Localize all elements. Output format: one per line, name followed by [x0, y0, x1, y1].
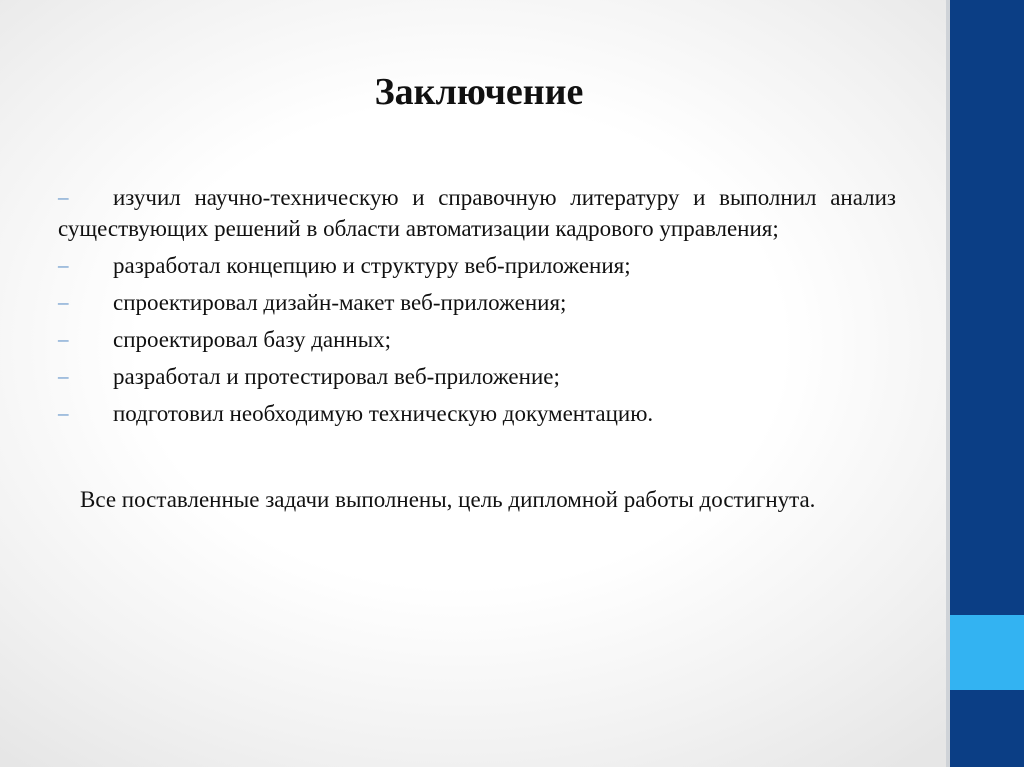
list-item	[58, 287, 896, 318]
list-item	[58, 361, 896, 392]
dash-bullet-icon: –	[58, 290, 69, 314]
dash-bullet-icon: –	[58, 401, 69, 425]
slide-title: Заключение	[374, 71, 584, 113]
list-item-text: изучил научно-техническую и справочную литературу и выполнил анализ существующих решений в области автоматизации кадрового управления;	[58, 185, 896, 241]
dash-bullet-icon: –	[58, 185, 69, 209]
list-item	[58, 398, 896, 429]
list-item	[58, 250, 896, 281]
sidebar-accent-block	[950, 615, 1024, 690]
list-item	[58, 324, 896, 355]
list-item-text: спроектировал базу данных;	[113, 327, 392, 352]
list-item-text: разработал концепцию и структуру веб-приложения;	[113, 253, 631, 278]
dash-bullet-icon: –	[58, 253, 69, 277]
conclusion-text: Все поставленные задачи выполнены, цель дипломной работы достигнута.	[80, 487, 816, 512]
list-item-text: разработал и протестировал веб-приложение;	[113, 364, 560, 389]
list-item-text: подготовил необходимую техническую документацию.	[113, 401, 654, 426]
dash-bullet-icon: –	[58, 327, 69, 351]
list-item-text: спроектировал дизайн-макет веб-приложения;	[113, 290, 567, 315]
list-item	[58, 182, 896, 244]
achievements-list	[58, 182, 896, 435]
dash-bullet-icon: –	[58, 364, 69, 388]
